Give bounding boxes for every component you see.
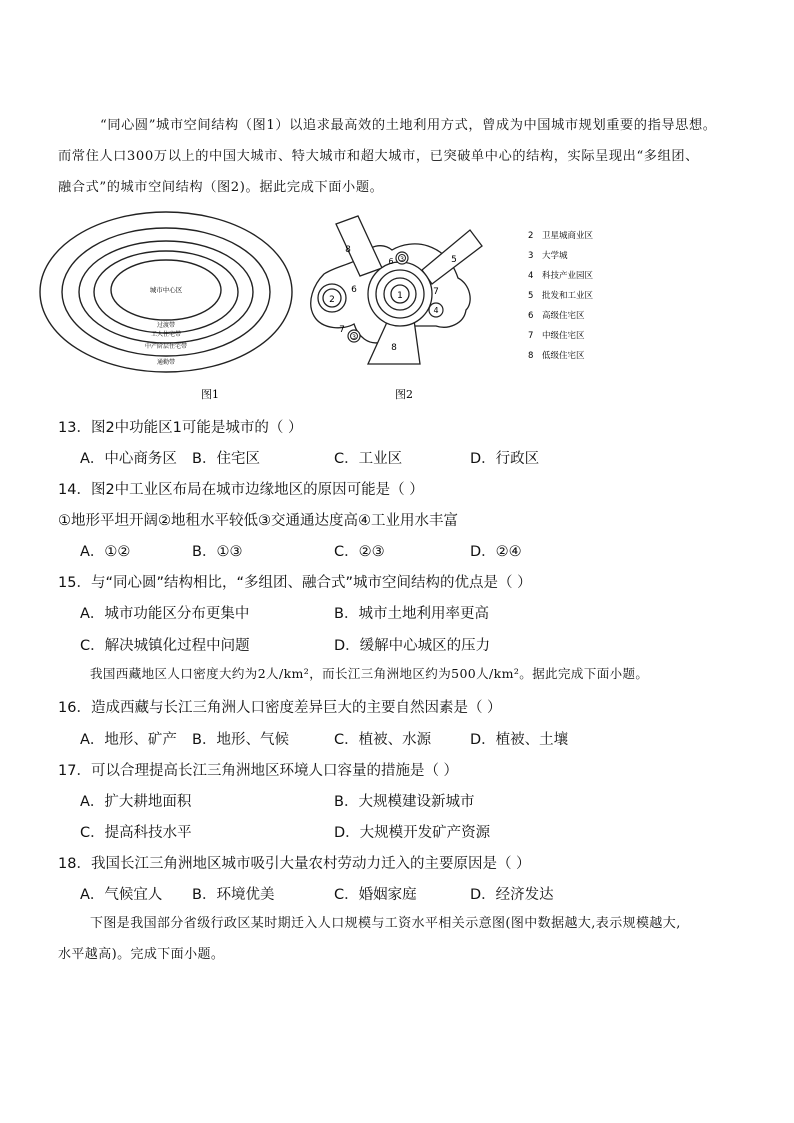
q14-option-d[interactable]: D．②④ (470, 544, 522, 560)
legend-num-3: 5 (528, 291, 534, 301)
q16-option-d[interactable]: D．植被、土壤 (470, 732, 569, 748)
question-13-stem: 13．图2中功能区1可能是城市的（ ） (58, 420, 303, 436)
question-14-items: ①地形平坦开阔②地租水平较低③交通通达度高④工业用水丰富 (58, 513, 458, 529)
legend-text-1: 大学城 (542, 251, 568, 261)
q16-option-c[interactable]: C．植被、水源 (334, 732, 432, 748)
q17-option-a[interactable]: A．扩大耕地面积 (80, 794, 192, 810)
question-15-stem: 15．与“同心圆”结构相比，“多组团、融合式”城市空间结构的优点是（ ） (58, 575, 532, 591)
legend-text-6: 低级住宅区 (542, 351, 585, 361)
q16-option-b[interactable]: B．地形、气候 (192, 732, 289, 748)
fig2-label-6b: 6 (351, 285, 357, 295)
figure-1-concentric-model (40, 212, 292, 401)
ring-label-center: 城市中心区 (149, 286, 183, 294)
q17-option-c[interactable]: C．提高科技水平 (80, 825, 192, 841)
intro-line-1: “同心圆”城市空间结构（图1）以追求最高效的土地利用方式，曾成为中国城市规划重要的指导思想。 (100, 118, 717, 133)
fig2-label-5: 5 (451, 255, 457, 265)
legend-num-4: 6 (528, 311, 534, 321)
fig2-label-8b: 8 (391, 343, 397, 353)
q18-option-a[interactable]: A．气候宜人 (80, 887, 163, 903)
legend-num-6: 8 (528, 351, 534, 361)
question-16-stem: 16．造成西藏与长江三角洲人口密度差异巨大的主要自然因素是（ ） (58, 700, 502, 716)
fig2-label-2: 2 (329, 295, 335, 305)
question-17-stem: 17．可以合理提高长江三角洲地区环境人口容量的措施是（ ） (58, 763, 459, 779)
q17-option-d[interactable]: D．大规模开发矿产资源 (334, 825, 491, 841)
q15-option-a[interactable]: A．城市功能区分布更集中 (80, 606, 250, 622)
q15-option-c[interactable]: C．解决城镇化过程中问题 (80, 638, 250, 654)
fig2-label-1: 1 (397, 291, 403, 301)
q18-option-d[interactable]: D．经济发达 (470, 887, 554, 903)
legend-num-1: 3 (528, 251, 534, 261)
q13-option-c[interactable]: C．工业区 (334, 451, 403, 467)
figure-1-caption: 图1 (201, 388, 219, 401)
legend-num-0: 2 (528, 231, 534, 241)
q18-option-c[interactable]: C．婚姻家庭 (334, 887, 417, 903)
intro-line-2: 而常住人口300万以上的中国大城市、特大城市和超大城市，已突破单中心的结构，实际呈现出“多组团、 (58, 149, 699, 164)
q14-option-a[interactable]: A．①② (80, 544, 131, 560)
question-14-stem: 14．图2中工业区布局在城市边缘地区的原因可能是（ ） (58, 482, 424, 498)
fig2-label-4: 4 (433, 306, 439, 315)
question-18-stem: 18．我国长江三角洲地区城市吸引大量农村劳动力迁入的主要原因是（ ） (58, 856, 531, 872)
ring-label-5: 通勤带 (156, 359, 176, 366)
fig2-label-8a: 8 (345, 245, 351, 255)
q14-option-b[interactable]: B．①③ (192, 544, 243, 560)
figure-2-multicluster-model (311, 216, 594, 401)
ring-label-3: 工人住宅带 (150, 331, 182, 338)
legend-text-5: 中级住宅区 (542, 331, 585, 341)
legend-num-2: 4 (528, 271, 534, 281)
passage-population-density-text: 我国西藏地区人口密度大约为2人/km²，而长江三角洲地区约为500人/km²。据此完成下面小题。 (90, 666, 649, 681)
q13-option-b[interactable]: B．住宅区 (192, 451, 260, 467)
ring-label-2: 过渡带 (156, 322, 176, 329)
passage-migration-line-1: 下图是我国部分省级行政区某时期迁入人口规模与工资水平相关示意图(图中数据越大,表示规模越大, (90, 916, 681, 931)
passage-population-density (58, 658, 748, 689)
figure-2-legend (528, 230, 594, 361)
q15-option-b[interactable]: B．城市土地利用率更高 (334, 606, 489, 622)
city-structure-figures (40, 212, 594, 412)
passage-migration-wage (58, 908, 748, 970)
legend-text-0: 卫星城商业区 (542, 231, 594, 241)
passage-migration-line-2: 水平越高)。完成下面小题。 (58, 947, 225, 962)
legend-text-4: 高级住宅区 (542, 311, 585, 321)
legend-text-3: 批发和工业区 (542, 291, 594, 301)
intro-line-3: 融合式”的城市空间结构（图2)。据此完成下面小题。 (58, 180, 384, 195)
q15-option-d[interactable]: D．缓解中心城区的压力 (334, 638, 491, 654)
q13-option-d[interactable]: D．行政区 (470, 451, 540, 467)
ring-label-4: 中产阶层住宅带 (144, 343, 188, 350)
fig2-label-3b: 3 (352, 334, 356, 341)
fig2-label-7a: 7 (433, 287, 439, 297)
fig2-label-7b: 7 (339, 325, 345, 335)
q14-option-c[interactable]: C．②③ (334, 544, 385, 560)
q13-option-a[interactable]: A．中心商务区 (80, 451, 177, 467)
figure-2-caption: 图2 (395, 388, 413, 401)
q16-option-a[interactable]: A．地形、矿产 (80, 732, 177, 748)
fig2-label-3a: 3 (400, 256, 404, 263)
fig2-label-6a: 6 (388, 257, 394, 266)
q17-option-b[interactable]: B．大规模建设新城市 (334, 794, 475, 810)
intro-paragraph (58, 110, 748, 203)
legend-num-5: 7 (528, 331, 534, 341)
q18-option-b[interactable]: B．环境优美 (192, 887, 275, 903)
legend-text-2: 科技产业园区 (542, 271, 594, 281)
